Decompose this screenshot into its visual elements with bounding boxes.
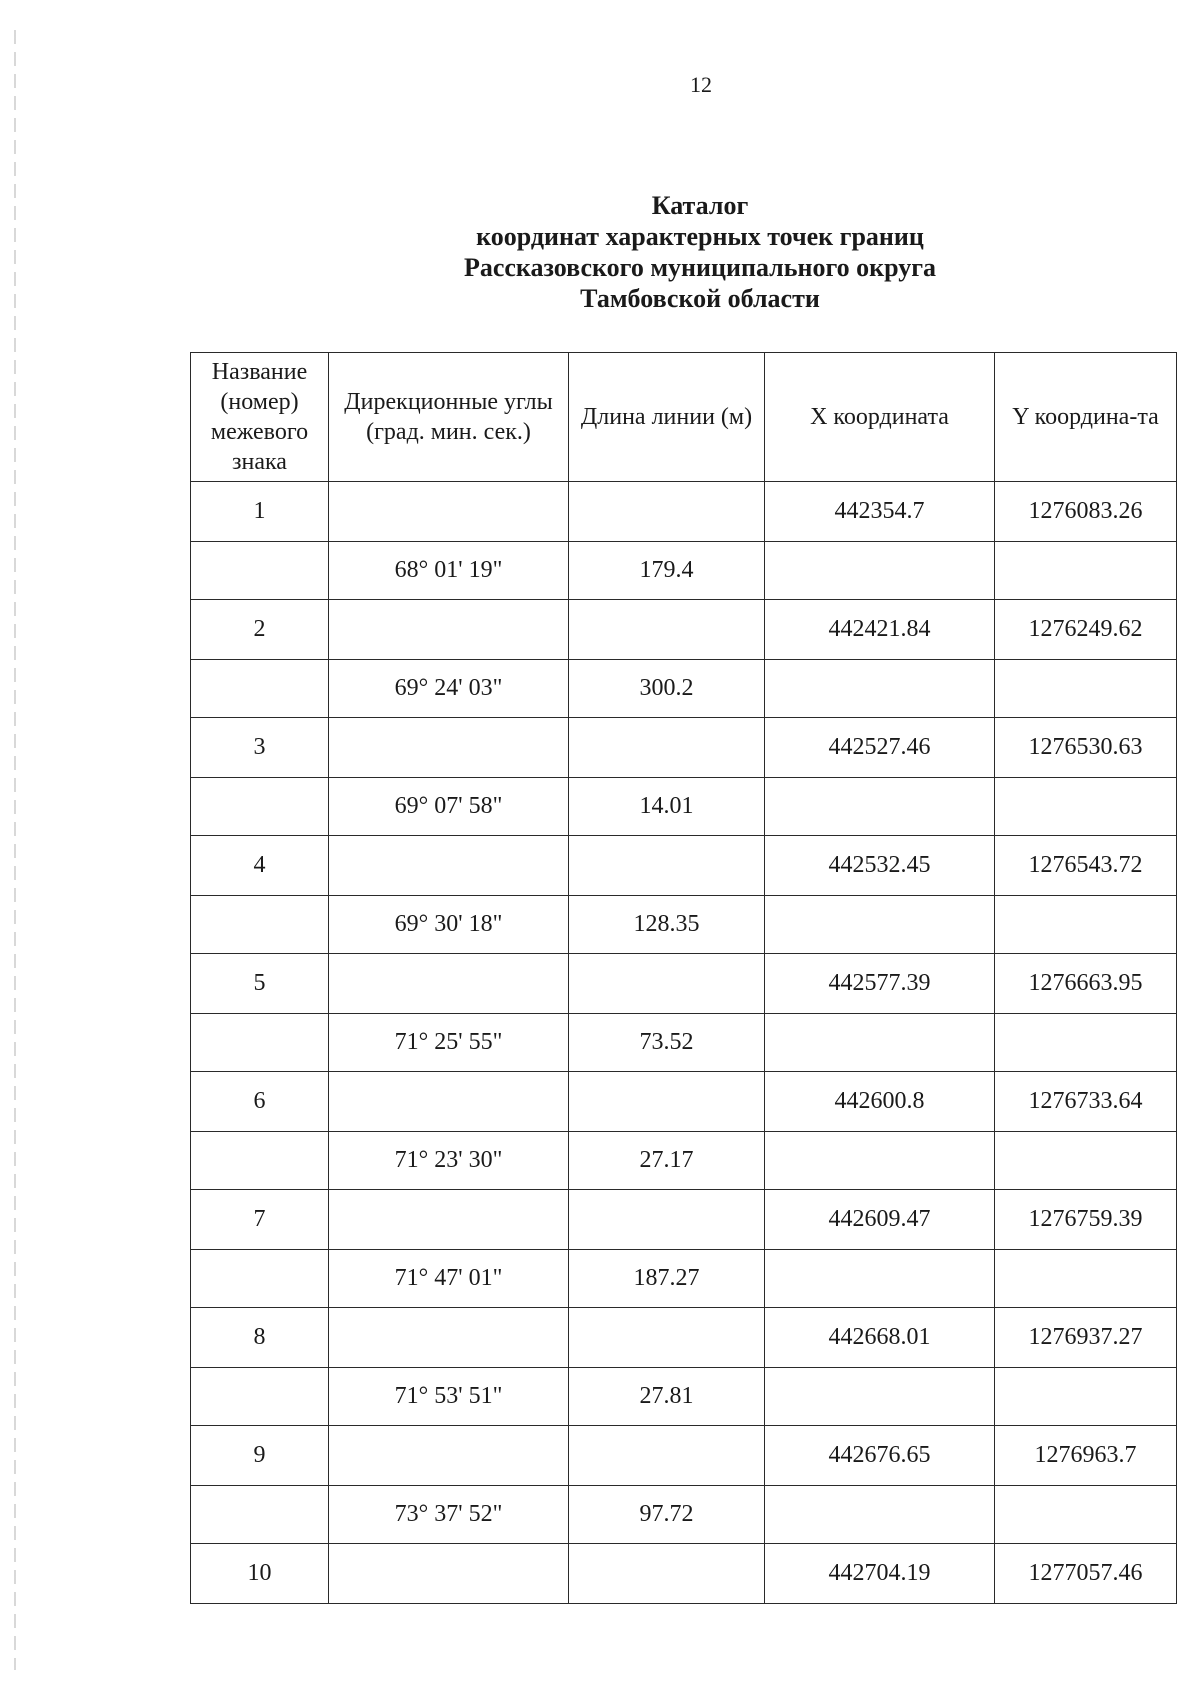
cell-y-coordinate: 1276249.62	[995, 600, 1177, 660]
title-line-4: Тамбовской области	[580, 284, 820, 313]
table-row	[191, 1190, 1177, 1250]
cell-line-length: 73.52	[569, 1014, 765, 1072]
cell-direction-angle	[329, 1308, 569, 1368]
cell-x-coordinate	[765, 896, 995, 954]
cell-x-coordinate: 442354.7	[765, 482, 995, 542]
cell-x-coordinate	[765, 1368, 995, 1426]
cell-line-length	[569, 1544, 765, 1604]
cell-direction-angle: 71° 47' 01"	[329, 1250, 569, 1308]
cell-direction-angle	[329, 718, 569, 778]
cell-y-coordinate: 1276083.26	[995, 482, 1177, 542]
cell-marker-name: 4	[191, 836, 329, 896]
cell-marker-name: 10	[191, 1544, 329, 1604]
table-row	[191, 836, 1177, 896]
table-row	[191, 542, 1177, 600]
header-marker-name: Название (номер) межевого знака	[191, 353, 329, 482]
table-header-row	[191, 353, 1177, 482]
header-direction-angles: Дирекционные углы (град. мин. сек.)	[329, 353, 569, 482]
cell-y-coordinate	[995, 1368, 1177, 1426]
table-row	[191, 1486, 1177, 1544]
document-title	[300, 190, 1100, 314]
cell-marker-name: 9	[191, 1426, 329, 1486]
cell-y-coordinate: 1276759.39	[995, 1190, 1177, 1250]
cell-marker-name	[191, 660, 329, 718]
cell-line-length	[569, 954, 765, 1014]
page-number: 12	[690, 72, 712, 97]
table-row	[191, 954, 1177, 1014]
cell-marker-name	[191, 1486, 329, 1544]
cell-x-coordinate: 442704.19	[765, 1544, 995, 1604]
cell-direction-angle: 73° 37' 52"	[329, 1486, 569, 1544]
cell-line-length: 97.72	[569, 1486, 765, 1544]
cell-y-coordinate	[995, 778, 1177, 836]
cell-direction-angle	[329, 836, 569, 896]
cell-line-length	[569, 718, 765, 778]
cell-direction-angle	[329, 954, 569, 1014]
cell-y-coordinate	[995, 1486, 1177, 1544]
cell-line-length	[569, 600, 765, 660]
table-row	[191, 600, 1177, 660]
cell-x-coordinate: 442421.84	[765, 600, 995, 660]
cell-line-length: 187.27	[569, 1250, 765, 1308]
cell-x-coordinate	[765, 1132, 995, 1190]
cell-y-coordinate: 1276963.7	[995, 1426, 1177, 1486]
table-row	[191, 1308, 1177, 1368]
cell-direction-angle: 71° 53' 51"	[329, 1368, 569, 1426]
cell-y-coordinate: 1276663.95	[995, 954, 1177, 1014]
cell-direction-angle	[329, 1072, 569, 1132]
cell-direction-angle: 69° 30' 18"	[329, 896, 569, 954]
cell-y-coordinate	[995, 660, 1177, 718]
coordinates-table	[190, 352, 1177, 1604]
cell-direction-angle: 69° 24' 03"	[329, 660, 569, 718]
cell-line-length	[569, 1426, 765, 1486]
cell-marker-name: 5	[191, 954, 329, 1014]
table-body	[191, 482, 1177, 1604]
cell-direction-angle	[329, 1544, 569, 1604]
cell-marker-name	[191, 1250, 329, 1308]
cell-marker-name: 1	[191, 482, 329, 542]
cell-direction-angle: 69° 07' 58"	[329, 778, 569, 836]
cell-y-coordinate: 1276530.63	[995, 718, 1177, 778]
table-row	[191, 1132, 1177, 1190]
cell-x-coordinate: 442668.01	[765, 1308, 995, 1368]
cell-y-coordinate: 1276733.64	[995, 1072, 1177, 1132]
title-line-3: Рассказовского муниципального округа	[463, 253, 937, 282]
cell-x-coordinate: 442609.47	[765, 1190, 995, 1250]
cell-direction-angle	[329, 1190, 569, 1250]
cell-y-coordinate	[995, 542, 1177, 600]
cell-direction-angle: 71° 23' 30"	[329, 1132, 569, 1190]
table-row	[191, 896, 1177, 954]
cell-x-coordinate	[765, 1014, 995, 1072]
cell-marker-name	[191, 778, 329, 836]
cell-y-coordinate: 1276937.27	[995, 1308, 1177, 1368]
cell-marker-name: 8	[191, 1308, 329, 1368]
cell-x-coordinate: 442527.46	[765, 718, 995, 778]
cell-y-coordinate: 1276543.72	[995, 836, 1177, 896]
table-row	[191, 1072, 1177, 1132]
cell-x-coordinate	[765, 660, 995, 718]
table-row	[191, 1368, 1177, 1426]
table-row	[191, 1014, 1177, 1072]
cell-x-coordinate	[765, 778, 995, 836]
cell-x-coordinate: 442532.45	[765, 836, 995, 896]
cell-y-coordinate	[995, 1014, 1177, 1072]
cell-line-length: 27.81	[569, 1368, 765, 1426]
table-row	[191, 778, 1177, 836]
title-line-2: координат характерных точек границ	[476, 222, 924, 251]
cell-marker-name	[191, 1368, 329, 1426]
cell-marker-name: 6	[191, 1072, 329, 1132]
header-line-length: Длина линии (м)	[569, 353, 765, 482]
cell-direction-angle	[329, 482, 569, 542]
cell-line-length	[569, 836, 765, 896]
title-line-1: Каталог	[651, 191, 749, 220]
cell-marker-name	[191, 542, 329, 600]
cell-direction-angle: 71° 25' 55"	[329, 1014, 569, 1072]
cell-marker-name	[191, 1132, 329, 1190]
cell-direction-angle: 68° 01' 19"	[329, 542, 569, 600]
cell-x-coordinate	[765, 1486, 995, 1544]
header-x-coordinate: X координата	[765, 353, 995, 482]
cell-x-coordinate: 442600.8	[765, 1072, 995, 1132]
cell-line-length	[569, 482, 765, 542]
cell-line-length: 27.17	[569, 1132, 765, 1190]
cell-line-length	[569, 1072, 765, 1132]
cell-x-coordinate: 442676.65	[765, 1426, 995, 1486]
cell-marker-name	[191, 896, 329, 954]
table-row	[191, 482, 1177, 542]
cell-y-coordinate: 1277057.46	[995, 1544, 1177, 1604]
cell-y-coordinate	[995, 1132, 1177, 1190]
cell-line-length: 128.35	[569, 896, 765, 954]
cell-y-coordinate	[995, 896, 1177, 954]
table-row	[191, 1426, 1177, 1486]
binding-edge-marks	[14, 30, 16, 1670]
table-row	[191, 1544, 1177, 1604]
cell-line-length	[569, 1308, 765, 1368]
cell-line-length: 14.01	[569, 778, 765, 836]
cell-marker-name: 3	[191, 718, 329, 778]
cell-marker-name: 2	[191, 600, 329, 660]
cell-x-coordinate	[765, 542, 995, 600]
table-row	[191, 1250, 1177, 1308]
cell-line-length: 300.2	[569, 660, 765, 718]
cell-line-length: 179.4	[569, 542, 765, 600]
table-row	[191, 660, 1177, 718]
cell-x-coordinate: 442577.39	[765, 954, 995, 1014]
cell-marker-name: 7	[191, 1190, 329, 1250]
cell-y-coordinate	[995, 1250, 1177, 1308]
table-row	[191, 718, 1177, 778]
cell-x-coordinate	[765, 1250, 995, 1308]
cell-line-length	[569, 1190, 765, 1250]
cell-direction-angle	[329, 600, 569, 660]
header-y-coordinate: Y координа-та	[995, 353, 1177, 482]
cell-marker-name	[191, 1014, 329, 1072]
cell-direction-angle	[329, 1426, 569, 1486]
